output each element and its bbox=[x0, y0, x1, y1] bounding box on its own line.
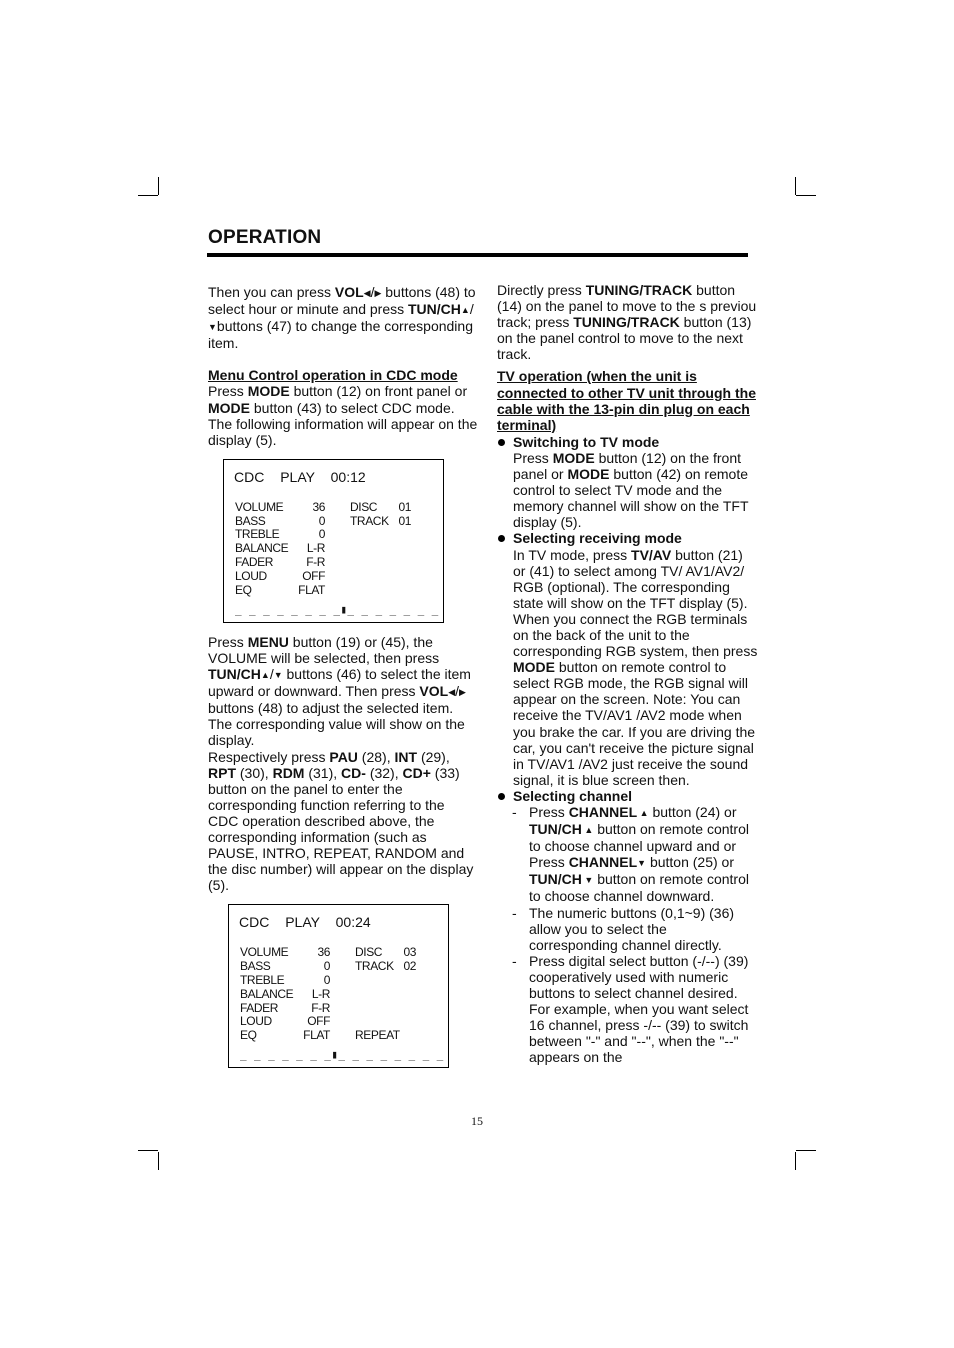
dash-marker: - bbox=[512, 904, 517, 921]
display-key: FADER bbox=[240, 1000, 279, 1015]
display-value: F-R bbox=[306, 555, 325, 570]
text-run: button (42) on remote control to select TV mode and the memory channel will show on the TFT display (5). bbox=[513, 466, 749, 531]
crop-mark bbox=[138, 195, 158, 196]
bullet-icon bbox=[498, 793, 505, 800]
respectively-paragraph bbox=[208, 749, 478, 894]
display-key: TREBLE bbox=[240, 972, 285, 987]
text-run: buttons (48) to select hour or minute and press bbox=[208, 284, 476, 318]
display-value: OFF bbox=[302, 568, 325, 583]
text-run: (28), bbox=[357, 748, 395, 765]
text-run: Press bbox=[208, 383, 248, 400]
display-value: 0 bbox=[318, 527, 325, 542]
text-run: The numeric buttons (0,1~9) (36) allow you to select the corresponding channel directly. bbox=[529, 904, 735, 953]
text-run: VOL bbox=[419, 683, 449, 700]
bullet-title: Selecting channel bbox=[513, 787, 633, 804]
display-value: 36 bbox=[317, 945, 330, 960]
page-title: OPERATION bbox=[208, 227, 322, 248]
text-run: CHANNEL bbox=[568, 854, 638, 871]
text-run: TV/AV bbox=[631, 546, 672, 563]
cdc-paragraph bbox=[208, 383, 478, 447]
text-run: VOL bbox=[334, 284, 364, 300]
text-run: button (43) to select CDC mode. The following information will appear on the display (5). bbox=[208, 399, 478, 448]
text-run: button (21) or (41) to select among TV/ AV1/AV2/ RGB (optional). The corresponding state will show on the TFT display (5). When you connect the RGB terminals on the back of the unit to the corresponding RGB system, then press bbox=[513, 546, 758, 660]
arrow-icon: ▼ bbox=[208, 322, 217, 333]
text-run: (31), bbox=[304, 764, 342, 781]
display-header: CDC PLAY 00:24 bbox=[239, 914, 371, 931]
channel-item bbox=[497, 953, 759, 1066]
crop-mark bbox=[138, 1150, 158, 1151]
text-run: TUNING/TRACK bbox=[585, 282, 693, 298]
display-row bbox=[235, 542, 435, 556]
arrow-icon: ▶ bbox=[459, 687, 466, 698]
display-key: TRACK bbox=[355, 959, 394, 974]
display-key: LOUD bbox=[235, 568, 267, 583]
bullet-icon bbox=[498, 439, 505, 446]
display-row bbox=[235, 501, 435, 515]
text-run: button (12) on front panel or bbox=[289, 383, 468, 400]
display-key: EQ bbox=[235, 582, 252, 597]
display-value: 0 bbox=[323, 959, 330, 974]
text-run: Press digital select button (-/--) (39) cooperatively used with numeric buttons to select channel desired. For example, when you want select 16 channel, press -/-- (39) to switch between "-" and "--", when the "--" appears on the bbox=[529, 952, 749, 1066]
display-row bbox=[240, 1002, 440, 1016]
display-rows bbox=[240, 946, 440, 1043]
bullet-title: Switching to TV mode bbox=[513, 433, 660, 450]
text-run: MENU bbox=[247, 633, 289, 650]
display-progress-bar: _ _ _ _ _ _ _ _▮_ _ _ _ _ _ _ bbox=[235, 602, 439, 616]
text-run: Then you can press bbox=[208, 284, 335, 300]
channel-item-body bbox=[529, 953, 759, 1066]
display-key: TRACK bbox=[350, 513, 389, 528]
display-value: 01 bbox=[398, 513, 411, 528]
text-run: TUN/CH bbox=[208, 666, 261, 683]
bullet-item bbox=[497, 434, 759, 531]
display-rows bbox=[235, 501, 435, 598]
cdc-display-1 bbox=[223, 459, 444, 623]
channel-list bbox=[497, 804, 759, 1066]
crop-mark bbox=[795, 1152, 796, 1170]
channel-item-body bbox=[529, 804, 759, 905]
display-row bbox=[240, 960, 440, 974]
text-run: / bbox=[455, 683, 460, 700]
arrow-icon: ▲ bbox=[260, 670, 270, 681]
text-run: MODE bbox=[567, 466, 610, 483]
text-run: INT bbox=[394, 748, 418, 765]
display-row bbox=[240, 988, 440, 1002]
text-run: button (25) or bbox=[646, 854, 734, 871]
display-header: CDC PLAY 00:12 bbox=[234, 468, 366, 485]
display-row bbox=[240, 974, 440, 988]
text-run: CD- bbox=[341, 764, 366, 781]
display-row bbox=[235, 570, 435, 584]
display-key: REPEAT bbox=[355, 1028, 400, 1043]
display-key: BALANCE bbox=[240, 986, 294, 1001]
left-column bbox=[208, 284, 478, 1068]
page-number: 15 bbox=[471, 1114, 483, 1128]
text-run: Press bbox=[208, 633, 248, 650]
text-run: TUNING/TRACK bbox=[573, 314, 680, 331]
crop-mark bbox=[158, 177, 159, 195]
crop-mark bbox=[158, 1152, 159, 1170]
display-value: FLAT bbox=[303, 1028, 330, 1043]
dash-marker: - bbox=[512, 804, 517, 820]
text-run: Respectively press bbox=[208, 748, 330, 765]
text-run: button (19) or (45), the VOLUME will be selected, then press bbox=[208, 633, 440, 666]
display-value: 36 bbox=[312, 499, 325, 514]
arrow-icon: ▼ bbox=[273, 670, 283, 681]
display-value: F-R bbox=[311, 1000, 330, 1015]
display-row bbox=[235, 556, 435, 570]
text-run: MODE bbox=[513, 659, 555, 676]
display-key: FADER bbox=[235, 555, 274, 570]
display-key: DISC bbox=[350, 499, 378, 514]
text-run: / bbox=[469, 301, 474, 318]
text-run: Press bbox=[513, 449, 553, 466]
display-value: OFF bbox=[307, 1014, 330, 1029]
arrow-icon: ▲ bbox=[460, 305, 470, 316]
bullet-item bbox=[497, 530, 759, 788]
text-run: (30), bbox=[236, 764, 273, 781]
display-key: BALANCE bbox=[235, 541, 289, 556]
display-key: BASS bbox=[240, 959, 271, 974]
display-value: 01 bbox=[398, 499, 411, 514]
bullet-icon bbox=[498, 535, 505, 542]
text-run: In TV mode, press bbox=[513, 546, 632, 563]
arrow-icon: ▶ bbox=[374, 288, 382, 298]
display-progress-bar: _ _ _ _ _ _ _▮_ _ _ _ _ _ _ _ bbox=[240, 1048, 444, 1062]
text-run: Press bbox=[529, 804, 569, 820]
text-run: TUN/CH bbox=[529, 821, 582, 838]
arrow-icon: ▲ bbox=[581, 825, 594, 836]
text-run: buttons (48) to adjust the selected item. The corresponding value will show on the display. bbox=[208, 700, 465, 749]
text-run: MODE bbox=[552, 449, 595, 466]
display-row bbox=[240, 946, 440, 960]
cdc-heading: Menu Control operation in CDC mode bbox=[208, 367, 458, 384]
bullet-list bbox=[497, 434, 759, 804]
display-key: EQ bbox=[240, 1028, 257, 1043]
text-run: / bbox=[269, 666, 274, 683]
arrow-icon: ▼ bbox=[637, 858, 647, 869]
channel-item bbox=[497, 804, 759, 905]
text-run: TUN/CH bbox=[529, 871, 582, 888]
crop-mark bbox=[796, 195, 816, 196]
tuning-paragraph bbox=[497, 282, 759, 362]
cdc-display-2 bbox=[228, 904, 449, 1068]
text-run: MODE bbox=[208, 399, 250, 416]
display-key: DISC bbox=[355, 945, 383, 960]
text-run: buttons (47) to change the corresponding item. bbox=[208, 318, 473, 352]
text-run: RPT bbox=[208, 764, 236, 781]
channel-item-body bbox=[529, 905, 759, 953]
text-run: (29), bbox=[417, 748, 450, 765]
title-rule bbox=[207, 253, 748, 257]
text-run: button (13) on the panel control to move to the next track. bbox=[497, 314, 752, 363]
crop-mark bbox=[796, 1150, 816, 1151]
channel-item bbox=[497, 905, 759, 953]
display-key: LOUD bbox=[240, 1014, 272, 1029]
display-value: 03 bbox=[403, 945, 416, 960]
display-value: 02 bbox=[403, 959, 416, 974]
text-run: TUN/CH bbox=[408, 301, 461, 318]
display-key: VOLUME bbox=[235, 499, 284, 514]
arrow-icon: ◀ bbox=[363, 288, 371, 298]
display-row bbox=[235, 515, 435, 529]
tv-heading: TV operation (when the unit is connected to other TV unit through the cable with the 13-pin din plug on each terminal) bbox=[497, 368, 756, 433]
display-row bbox=[240, 1015, 440, 1029]
display-value: L-R bbox=[306, 541, 325, 556]
menu-paragraph bbox=[208, 634, 478, 749]
crop-mark bbox=[795, 177, 796, 195]
bullet-body bbox=[513, 450, 759, 530]
text-run: button on remote control to select RGB mode, the RGB signal will appear on the screen. Note: You can receive the TV/AV1 /AV2 mode when you brake the car. If you are driving the car, you can't receive the picture signal in TV/AV1 /AV2 just receive the sound signal, it is blue screen then. bbox=[513, 659, 756, 788]
arrow-icon: ▲ bbox=[637, 808, 649, 818]
text-run: CHANNEL bbox=[568, 804, 638, 820]
arrow-icon: ◀ bbox=[448, 687, 456, 698]
display-row bbox=[235, 528, 435, 542]
text-run: (33) button on the panel to enter the corresponding function referring to the CDC operation described above, the corresponding information (such as PAUSE, INTRO, REPEAT, RANDOM and the disc number) will appear on the display (5). bbox=[208, 764, 474, 894]
display-key: BASS bbox=[235, 513, 266, 528]
bullet-body bbox=[513, 547, 759, 788]
display-value: L-R bbox=[311, 986, 330, 1001]
intro-paragraph bbox=[208, 284, 478, 351]
text-run: buttons (46) to select the item upward or downward. Then press bbox=[208, 666, 471, 700]
text-run: button (12) on the front panel or bbox=[513, 449, 742, 483]
display-value: 0 bbox=[318, 513, 325, 528]
text-run: button (14) on the panel to move to the s previou track; press bbox=[497, 282, 757, 331]
text-run: MODE bbox=[247, 383, 290, 400]
text-run: button on remote control to choose channel upward and or Press bbox=[529, 821, 749, 871]
text-run: CD+ bbox=[402, 764, 431, 781]
text-run: PAU bbox=[329, 748, 358, 765]
right-column bbox=[497, 282, 759, 1066]
bullet-title: Selecting receiving mode bbox=[513, 530, 682, 547]
text-run: (32), bbox=[365, 764, 403, 781]
text-run: RDM bbox=[272, 764, 305, 781]
bullet-item bbox=[497, 788, 759, 804]
display-value: 0 bbox=[323, 972, 330, 987]
display-row bbox=[235, 584, 435, 598]
text-run: / bbox=[370, 284, 375, 300]
text-run: button (24) or bbox=[648, 804, 737, 820]
display-key: VOLUME bbox=[240, 945, 289, 960]
arrow-icon: ▼ bbox=[581, 875, 594, 886]
display-row bbox=[240, 1029, 440, 1043]
display-value: FLAT bbox=[298, 582, 325, 597]
text-run: Directly press bbox=[497, 282, 586, 298]
dash-marker: - bbox=[512, 952, 517, 969]
display-key: TREBLE bbox=[235, 527, 280, 542]
text-run: button on remote control to choose channel downward. bbox=[529, 871, 749, 905]
